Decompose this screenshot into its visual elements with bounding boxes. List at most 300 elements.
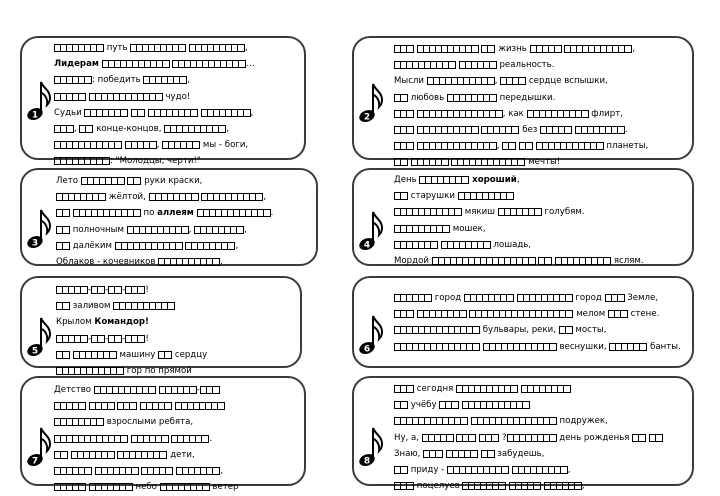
letter-boxes[interactable] (394, 343, 480, 351)
lyric-line (56, 205, 310, 221)
letter-boxes[interactable] (56, 242, 70, 250)
lyric-text: небо (132, 482, 160, 493)
lyric-keyword: хороший (472, 175, 517, 185)
letter-boxes[interactable] (451, 158, 525, 166)
lyric-text: . (220, 256, 223, 267)
letter-boxes[interactable] (422, 434, 454, 442)
lyric-line (54, 137, 298, 153)
lyric-text: забудешь, (494, 448, 545, 459)
lyric-text: - (88, 285, 92, 295)
letter-boxes[interactable] (127, 177, 141, 185)
lyric-text: любовь (408, 92, 447, 103)
letter-boxes[interactable] (158, 351, 172, 359)
lyric-line (394, 381, 686, 397)
letter-boxes[interactable] (56, 367, 124, 375)
lyric-text: поцелуев (414, 481, 463, 492)
letter-boxes[interactable] (447, 94, 497, 102)
lyric-text: машину (116, 349, 159, 360)
lyric-text: город (572, 293, 605, 303)
letter-boxes[interactable] (608, 310, 628, 318)
letter-boxes[interactable] (56, 351, 70, 359)
letter-boxes[interactable] (56, 302, 70, 310)
lyric-text: мелом (573, 309, 608, 320)
letter-boxes[interactable] (54, 93, 86, 101)
lyric-line (394, 462, 686, 478)
letter-boxes[interactable] (517, 294, 573, 302)
lyric-line (56, 238, 310, 254)
lyric-text: планеты, (603, 141, 649, 152)
letter-boxes[interactable] (108, 286, 122, 294)
lyric-line (394, 430, 686, 446)
letter-boxes[interactable] (394, 466, 408, 474)
card-7 (20, 376, 306, 493)
lyric-text: , (516, 175, 520, 185)
lyric-text: , (74, 123, 80, 134)
letter-boxes[interactable] (194, 226, 244, 234)
lyric-text: . (270, 208, 274, 219)
letter-boxes[interactable] (394, 385, 414, 393)
letter-boxes[interactable] (462, 482, 506, 490)
lyric-text: гор по прямой (124, 365, 192, 376)
lyric-text: путь (104, 43, 131, 53)
lyric-text: ! (145, 285, 149, 295)
lyric-text: , (581, 481, 585, 492)
letter-boxes[interactable] (559, 326, 573, 334)
letter-boxes[interactable] (394, 401, 408, 409)
letter-boxes[interactable] (56, 193, 106, 201)
letter-boxes[interactable] (538, 257, 552, 265)
lyric-keyword: аллеям (157, 208, 194, 219)
lyric-line (54, 479, 298, 495)
letter-boxes[interactable] (394, 192, 408, 200)
lyric-text: старушки (408, 191, 458, 202)
letter-boxes[interactable] (117, 402, 137, 410)
letter-boxes[interactable] (447, 466, 509, 474)
letter-boxes[interactable] (54, 125, 74, 133)
letter-boxes[interactable] (417, 126, 479, 134)
lyric-lines (54, 40, 298, 170)
lyric-text: . (209, 433, 213, 444)
lyric-text: ветер (209, 482, 239, 493)
lyric-text: сердце вспышки, (526, 76, 608, 87)
card-3 (20, 168, 318, 266)
lyric-text: жизнь (495, 44, 530, 54)
lyric-lines (394, 381, 686, 494)
letter-boxes[interactable] (56, 226, 70, 234)
lyric-line (54, 414, 298, 430)
letter-boxes[interactable] (89, 93, 163, 101)
letter-boxes[interactable] (469, 310, 573, 318)
lyric-text: лошадь, (490, 239, 532, 250)
letter-boxes[interactable] (498, 208, 542, 216)
lyric-line (394, 397, 686, 413)
lyric-line (56, 282, 294, 298)
letter-boxes[interactable] (127, 226, 189, 234)
letter-boxes[interactable] (394, 142, 414, 150)
letter-boxes[interactable] (54, 157, 110, 165)
letter-boxes[interactable] (394, 158, 408, 166)
letter-boxes[interactable] (575, 126, 625, 134)
letter-boxes[interactable] (462, 401, 530, 409)
lyric-text: Лето (56, 176, 81, 186)
letter-boxes[interactable] (464, 294, 514, 302)
letter-boxes[interactable] (131, 435, 169, 443)
letter-boxes[interactable] (423, 450, 443, 458)
letter-boxes[interactable] (117, 451, 167, 459)
card-number: 1 (31, 110, 39, 121)
music-note-icon (26, 424, 52, 468)
lyric-line (394, 221, 686, 237)
music-note-icon (358, 80, 384, 124)
letter-boxes[interactable] (162, 141, 200, 149)
lyric-line (394, 172, 686, 188)
lyric-text: : победить (92, 75, 144, 86)
letter-boxes[interactable] (95, 467, 139, 475)
lyric-text: мы - боги, (200, 140, 249, 151)
letter-boxes[interactable] (73, 209, 141, 217)
lyric-text: Облаков - кочевников (56, 256, 159, 267)
letter-boxes[interactable] (54, 44, 104, 52)
letter-boxes[interactable] (502, 142, 516, 150)
letter-boxes[interactable] (56, 209, 70, 217)
lyric-text: подружек, (556, 416, 608, 427)
letter-boxes[interactable] (189, 44, 245, 52)
letter-boxes[interactable] (94, 386, 156, 394)
lyric-text: ? (499, 432, 507, 443)
letter-boxes[interactable] (417, 110, 503, 118)
letter-boxes[interactable] (456, 434, 476, 442)
letter-boxes[interactable] (394, 241, 438, 249)
letter-boxes[interactable] (200, 386, 220, 394)
lyric-text: стене. (627, 309, 660, 320)
lyric-line (54, 447, 298, 463)
letter-boxes[interactable] (394, 110, 414, 118)
letter-boxes[interactable] (521, 385, 571, 393)
letter-boxes[interactable] (417, 45, 479, 53)
lyric-text: далёким (70, 240, 115, 251)
letter-boxes[interactable] (54, 451, 68, 459)
lyric-line (56, 347, 294, 363)
lyric-line (394, 57, 686, 73)
letter-boxes[interactable] (632, 434, 646, 442)
letter-boxes[interactable] (56, 286, 88, 294)
letter-boxes[interactable] (394, 326, 480, 334)
letter-boxes[interactable] (54, 483, 86, 491)
lyric-line (394, 73, 686, 89)
card-number: 8 (363, 456, 371, 467)
lyric-text: полночным (70, 224, 127, 235)
letter-boxes[interactable] (143, 76, 187, 84)
lyric-lines (394, 172, 686, 269)
letter-boxes[interactable] (102, 60, 170, 68)
letter-boxes[interactable] (54, 141, 122, 149)
letter-boxes[interactable] (160, 483, 210, 491)
letter-boxes[interactable] (81, 177, 125, 185)
lyric-line (394, 188, 686, 204)
lyric-text: - (196, 385, 200, 395)
letter-boxes[interactable] (394, 482, 414, 490)
letter-boxes[interactable] (481, 126, 519, 134)
lyric-line (56, 189, 310, 205)
letter-boxes[interactable] (394, 208, 462, 216)
letter-boxes[interactable] (507, 434, 557, 442)
letter-boxes[interactable] (394, 310, 414, 318)
letter-boxes[interactable] (605, 294, 625, 302)
letter-boxes[interactable] (609, 343, 647, 351)
lyric-text: город (432, 293, 464, 303)
lyric-text: банты. (647, 341, 681, 352)
card-1 (20, 36, 306, 167)
lyric-lines (56, 282, 294, 379)
music-note-icon (358, 208, 384, 252)
lyric-text: , (235, 240, 239, 251)
lyric-text: ... (246, 59, 255, 70)
letter-boxes[interactable] (458, 192, 514, 200)
lyric-text: Мордой (394, 255, 432, 266)
card-number: 3 (31, 238, 39, 249)
lyric-text: , (494, 76, 501, 87)
lyric-text: без (519, 124, 541, 135)
lyric-text: - (105, 285, 109, 295)
letter-boxes[interactable] (481, 450, 495, 458)
lyric-text: Крылом (56, 317, 95, 328)
lyric-text: , (226, 123, 229, 134)
lyric-line (394, 478, 686, 494)
lyric-text: реальность. (496, 60, 555, 71)
lyric-text: - (122, 285, 126, 295)
lyric-text: , (188, 224, 195, 235)
letter-boxes[interactable] (158, 258, 220, 266)
lyric-text: - (122, 333, 126, 344)
lyric-line (394, 290, 686, 306)
lyric-line (394, 306, 686, 322)
letter-boxes[interactable] (54, 418, 104, 426)
letter-boxes[interactable] (564, 45, 632, 53)
letter-boxes[interactable] (394, 225, 450, 233)
lyric-text: Детство (54, 385, 94, 395)
lyric-text: веснушки, (556, 341, 610, 352)
lyric-text: . (624, 124, 628, 135)
lyric-text: , (250, 107, 254, 118)
lyric-text: : "Молодцы, черти!" (110, 156, 201, 167)
lyric-line (394, 41, 686, 57)
lyric-keyword: Командор! (94, 317, 149, 328)
letter-boxes[interactable] (394, 294, 432, 302)
lyric-line (54, 40, 298, 56)
letter-boxes[interactable] (394, 94, 408, 102)
letter-boxes[interactable] (54, 435, 128, 443)
letter-boxes[interactable] (394, 45, 414, 53)
lyric-text: мечты! (525, 157, 561, 168)
lyric-text: приду - (408, 464, 447, 475)
lyric-line (54, 398, 298, 414)
lyric-text: , (263, 192, 267, 203)
lyric-line (394, 253, 686, 269)
letter-boxes[interactable] (149, 193, 199, 201)
letter-boxes[interactable] (115, 242, 183, 250)
letter-boxes[interactable] (54, 402, 86, 410)
letter-boxes[interactable] (394, 417, 468, 425)
letter-boxes[interactable] (417, 310, 467, 318)
lyric-text: , (567, 464, 571, 475)
letter-boxes[interactable] (148, 109, 198, 117)
lyric-text: заливом (70, 301, 114, 312)
letter-boxes[interactable] (555, 257, 611, 265)
lyric-line (394, 204, 686, 220)
lyric-line (54, 56, 298, 72)
letter-boxes[interactable] (540, 126, 572, 134)
lyric-text: - (105, 333, 109, 344)
letter-boxes[interactable] (456, 385, 518, 393)
letter-boxes[interactable] (481, 45, 495, 53)
lyric-line (54, 431, 298, 447)
letter-boxes[interactable] (172, 60, 246, 68)
letter-boxes[interactable] (439, 401, 459, 409)
letter-boxes[interactable] (89, 402, 115, 410)
letter-boxes[interactable] (125, 141, 157, 149)
letter-boxes[interactable] (91, 335, 105, 343)
letter-boxes[interactable] (411, 158, 449, 166)
letter-boxes[interactable] (125, 286, 145, 294)
lyric-text: сердцу (172, 349, 208, 360)
letter-boxes[interactable] (108, 335, 122, 343)
letter-boxes[interactable] (446, 450, 478, 458)
lyric-lines (394, 41, 686, 171)
lyric-text: Судьи (54, 107, 85, 118)
lyric-text: мошек, (450, 223, 486, 234)
letter-boxes[interactable] (89, 483, 133, 491)
letter-boxes[interactable] (649, 434, 663, 442)
lyric-text: сегодня (414, 384, 456, 394)
lyric-text: чудо! (162, 91, 191, 102)
letter-boxes[interactable] (159, 386, 197, 394)
letter-boxes[interactable] (113, 302, 175, 310)
lyric-text: , (156, 140, 163, 151)
lyric-text: - (88, 333, 92, 344)
lyric-text: дети, (167, 449, 195, 460)
lyric-line (394, 138, 686, 154)
lyric-text: Мысли (394, 76, 427, 87)
letter-boxes[interactable] (544, 482, 582, 490)
letter-boxes[interactable] (479, 434, 499, 442)
letter-boxes[interactable] (125, 335, 145, 343)
lyric-text: Ну, а, (394, 432, 422, 443)
lyric-lines (394, 290, 686, 355)
lyric-line (56, 314, 294, 330)
letter-boxes[interactable] (164, 125, 226, 133)
lyric-line (56, 331, 294, 347)
lyric-line (56, 222, 310, 238)
letter-boxes[interactable] (512, 466, 568, 474)
music-note-icon (26, 314, 52, 358)
letter-boxes[interactable] (201, 193, 263, 201)
letter-boxes[interactable] (141, 467, 173, 475)
letter-boxes[interactable] (56, 335, 88, 343)
letter-boxes[interactable] (197, 209, 271, 217)
letter-boxes[interactable] (91, 286, 105, 294)
lyric-text: флирт, (588, 108, 623, 119)
letter-boxes[interactable] (483, 343, 557, 351)
lyric-line (54, 72, 298, 88)
lyric-text: , (632, 44, 635, 54)
lyric-text: , (220, 465, 223, 476)
lyric-line (394, 413, 686, 429)
letter-boxes[interactable] (84, 109, 128, 117)
lyric-text: мосты, (572, 325, 607, 336)
lyric-text: Знаю, (394, 448, 424, 459)
lyric-text: взрослыми ребята, (104, 417, 194, 428)
lyric-line (394, 122, 686, 138)
lyric-line (54, 382, 298, 398)
letter-boxes[interactable] (427, 77, 495, 85)
lyric-text: яслям. (611, 255, 644, 266)
letter-boxes[interactable] (171, 435, 209, 443)
letter-boxes[interactable] (417, 142, 497, 150)
card-number: 2 (363, 112, 371, 123)
letter-boxes[interactable] (459, 61, 497, 69)
letter-boxes[interactable] (185, 242, 235, 250)
lyric-text: голубям. (541, 207, 585, 218)
letter-boxes[interactable] (201, 109, 251, 117)
letter-boxes[interactable] (509, 482, 541, 490)
letter-boxes[interactable] (530, 45, 562, 53)
letter-boxes[interactable] (432, 257, 536, 265)
letter-boxes[interactable] (441, 241, 491, 249)
letter-boxes[interactable] (176, 467, 220, 475)
letter-boxes[interactable] (73, 351, 117, 359)
lyric-line (394, 322, 686, 338)
music-note-icon (358, 312, 384, 356)
letter-boxes[interactable] (536, 142, 604, 150)
letter-boxes[interactable] (527, 110, 589, 118)
lyric-lines (54, 382, 298, 495)
letter-boxes[interactable] (394, 126, 414, 134)
lyric-text: передышки. (496, 92, 556, 103)
letter-boxes[interactable] (500, 77, 526, 85)
letter-boxes[interactable] (130, 44, 186, 52)
card-5 (20, 276, 302, 376)
card-4 (352, 168, 694, 266)
letter-boxes[interactable] (140, 402, 172, 410)
letter-boxes[interactable] (394, 61, 456, 69)
lyric-line (394, 339, 686, 355)
lyric-text: конце-концов, (93, 123, 165, 134)
letter-boxes[interactable] (79, 125, 93, 133)
letter-boxes[interactable] (71, 451, 115, 459)
letter-boxes[interactable] (175, 402, 225, 410)
card-2 (352, 36, 694, 168)
lyric-line (56, 298, 294, 314)
card-number: 6 (363, 344, 371, 355)
lyric-text: , (244, 224, 247, 235)
letter-boxes[interactable] (519, 142, 533, 150)
lyric-text: ! (145, 333, 149, 344)
lyric-text: по (140, 208, 158, 219)
letter-boxes[interactable] (54, 467, 92, 475)
music-note-icon (26, 78, 52, 122)
card-number: 5 (31, 346, 39, 357)
lyric-text: учёбу (408, 400, 440, 411)
lyric-text: , (496, 141, 503, 152)
lyric-line (394, 106, 686, 122)
letter-boxes[interactable] (131, 109, 145, 117)
letter-boxes[interactable] (54, 76, 92, 84)
letter-boxes[interactable] (471, 417, 557, 425)
letter-boxes[interactable] (419, 176, 469, 184)
lyric-text: мякиш (462, 207, 498, 218)
lyric-text: жёлтой, (106, 192, 149, 203)
card-6 (352, 276, 694, 368)
